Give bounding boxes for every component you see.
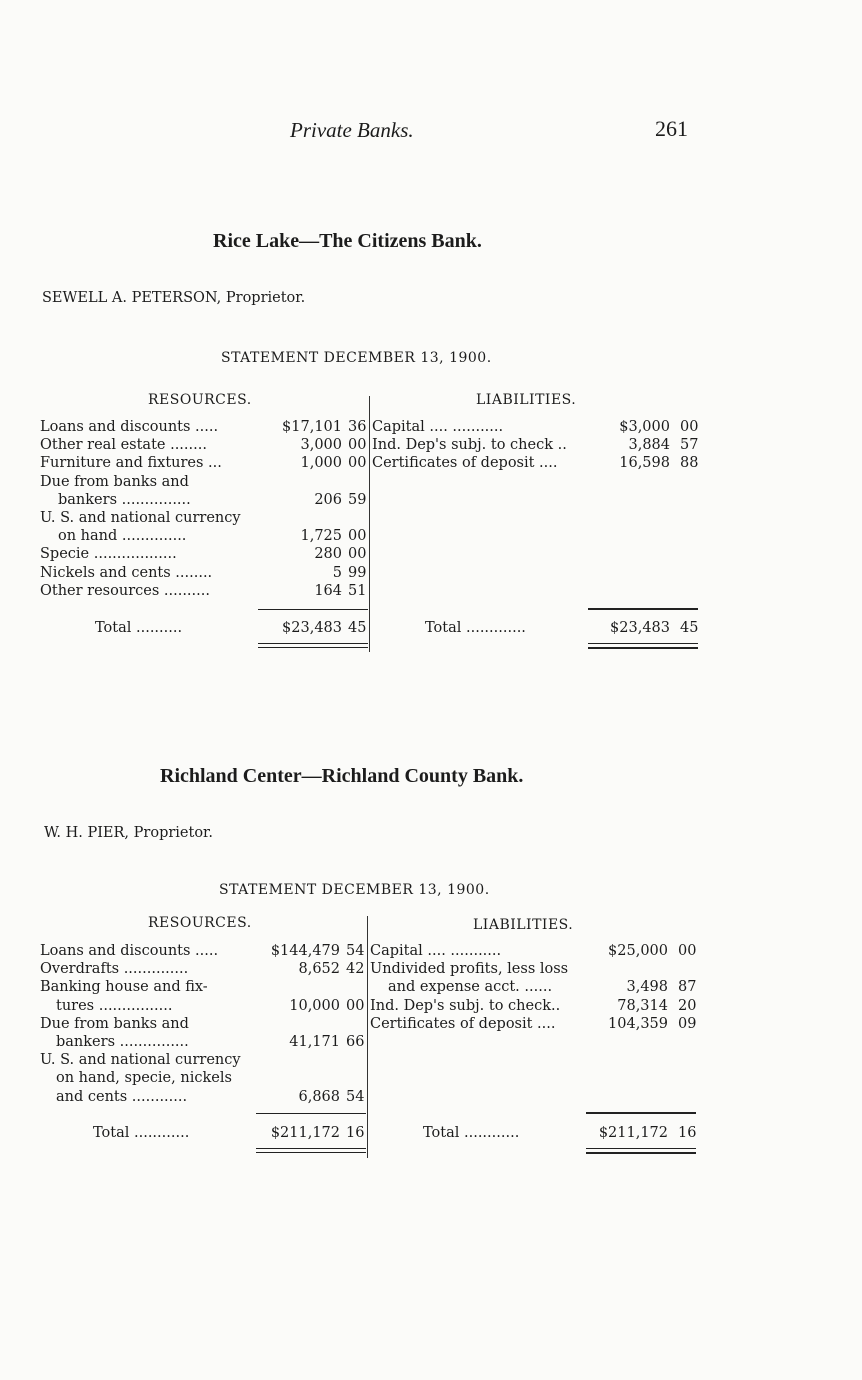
resource-cents: 59	[348, 491, 367, 508]
resource-label: Other resources ..........	[40, 582, 210, 599]
proprietor: SEWELL A. PETERSON, Proprietor.	[42, 290, 306, 306]
resource-label: on hand ..............	[58, 528, 187, 545]
resource-cents: 54	[346, 943, 365, 959]
resources-total-label: Total ..........	[95, 620, 183, 636]
resource-amount: 1,000	[300, 455, 342, 472]
proprietor: W. H. PIER, Proprietor.	[44, 825, 214, 841]
liability-cents: 88	[680, 455, 699, 472]
resources-total-label: Total ............	[93, 1125, 190, 1141]
liabilities-total-amount: $23,483	[610, 620, 670, 636]
liability-label: Undivided profits, less loss	[370, 961, 569, 978]
liabilities-total-amount: $211,172	[598, 1125, 668, 1141]
liability-cents: 00	[680, 419, 699, 435]
total-double-rule	[586, 1152, 696, 1154]
resource-cents: 00	[348, 528, 367, 545]
resource-label: Specie ..................	[40, 546, 177, 563]
resource-cents: 00	[346, 997, 365, 1014]
liability-label: Capital .... ...........	[372, 419, 504, 435]
resource-amount: 280	[314, 546, 342, 563]
resources-heading: RESOURCES.	[148, 392, 252, 408]
resources-total-amount: $211,172	[270, 1125, 340, 1141]
total-rule	[256, 1113, 366, 1114]
resource-label: Loans and discounts .....	[40, 943, 219, 959]
liability-cents: 00	[678, 943, 697, 959]
resource-amount: 3,000	[300, 437, 342, 454]
resource-label: U. S. and national currency	[40, 1052, 241, 1069]
resource-label: Due from banks and	[40, 473, 189, 490]
resource-cents: 00	[348, 437, 367, 454]
resource-label: on hand, specie, nickels	[56, 1070, 232, 1087]
liability-cents: 20	[678, 997, 697, 1014]
total-double-rule	[256, 1148, 366, 1149]
statement-date: STATEMENT DECEMBER 13, 1900.	[221, 350, 492, 366]
resource-amount: 206	[314, 491, 342, 508]
liability-label: and expense acct. ......	[388, 979, 553, 996]
liabilities-total-cents: 16	[678, 1125, 697, 1141]
column-divider	[367, 916, 368, 1158]
liability-cents: 09	[678, 1015, 697, 1032]
total-rule	[258, 609, 368, 610]
resource-label: tures ................	[56, 997, 173, 1014]
liability-label: Ind. Dep's subj. to check ..	[372, 437, 567, 454]
resource-cents: 66	[346, 1034, 365, 1050]
liability-amount: 104,359	[608, 1015, 668, 1032]
total-double-rule	[588, 647, 698, 649]
resource-amount: 10,000	[289, 997, 340, 1014]
liabilities-total-label: Total .............	[425, 620, 526, 636]
column-divider	[369, 396, 370, 652]
total-rule	[586, 1112, 696, 1114]
page-number: 261	[655, 116, 688, 141]
resource-cents: 54	[346, 1088, 365, 1105]
liability-amount: $3,000	[619, 419, 670, 435]
liability-label: Certificates of deposit ....	[372, 455, 558, 472]
resource-cents: 36	[348, 419, 367, 435]
liabilities-heading: LIABILITIES.	[473, 917, 574, 933]
resource-cents: 42	[346, 961, 365, 978]
resource-label: Furniture and fixtures ...	[40, 455, 222, 472]
resource-label: Overdrafts ..............	[40, 961, 189, 978]
liability-cents: 87	[678, 979, 697, 996]
resources-total-amount: $23,483	[282, 620, 342, 636]
resource-amount: $144,479	[270, 943, 340, 959]
liability-amount: 3,498	[626, 979, 668, 996]
resource-label: U. S. and national currency	[40, 510, 241, 526]
total-rule	[588, 608, 698, 610]
resource-cents: 51	[348, 582, 367, 599]
total-double-rule	[588, 643, 698, 644]
resource-label: Nickels and cents ........	[40, 564, 213, 581]
liability-label: Ind. Dep's subj. to check..	[370, 997, 561, 1014]
resources-heading: RESOURCES.	[148, 915, 252, 931]
resource-amount: 1,725	[300, 528, 342, 545]
liability-label: Capital .... ...........	[370, 943, 502, 959]
liability-label: Certificates of deposit ....	[370, 1015, 556, 1032]
resource-label: bankers ...............	[58, 491, 191, 508]
resource-label: Loans and discounts .....	[40, 419, 219, 435]
resource-label: and cents ............	[56, 1088, 188, 1105]
resource-cents: 99	[348, 564, 367, 581]
liability-amount: $25,000	[608, 943, 668, 959]
total-double-rule	[256, 1152, 366, 1153]
total-double-rule	[258, 643, 368, 644]
liability-amount: 3,884	[628, 437, 670, 454]
resource-amount: 5	[332, 564, 342, 581]
resource-amount: 6,868	[298, 1088, 340, 1105]
resource-amount: $17,101	[282, 419, 342, 435]
liabilities-total-label: Total ............	[423, 1125, 520, 1141]
liabilities-heading: LIABILITIES.	[476, 392, 577, 408]
resource-amount: 8,652	[298, 961, 340, 978]
total-double-rule	[258, 647, 368, 648]
resource-label: Due from banks and	[40, 1015, 189, 1032]
liability-amount: 78,314	[617, 997, 668, 1014]
resource-cents: 00	[348, 455, 367, 472]
resource-label: Banking house and fix-	[40, 979, 208, 996]
running-head: Private Banks.	[290, 118, 414, 142]
liability-cents: 57	[680, 437, 699, 454]
statement-date: STATEMENT DECEMBER 13, 1900.	[219, 882, 490, 898]
bank-title: Richland Center—Richland County Bank.	[160, 765, 524, 787]
resource-label: bankers ...............	[56, 1034, 189, 1050]
resource-label: Other real estate ........	[40, 437, 207, 454]
bank-title: Rice Lake—The Citizens Bank.	[213, 230, 482, 252]
resources-total-cents: 45	[348, 620, 367, 636]
resource-amount: 41,171	[289, 1034, 340, 1050]
resource-cents: 00	[348, 546, 367, 563]
total-double-rule	[586, 1148, 696, 1149]
liabilities-total-cents: 45	[680, 620, 699, 636]
resource-amount: 164	[314, 582, 342, 599]
liability-amount: 16,598	[619, 455, 670, 472]
resources-total-cents: 16	[346, 1125, 365, 1141]
